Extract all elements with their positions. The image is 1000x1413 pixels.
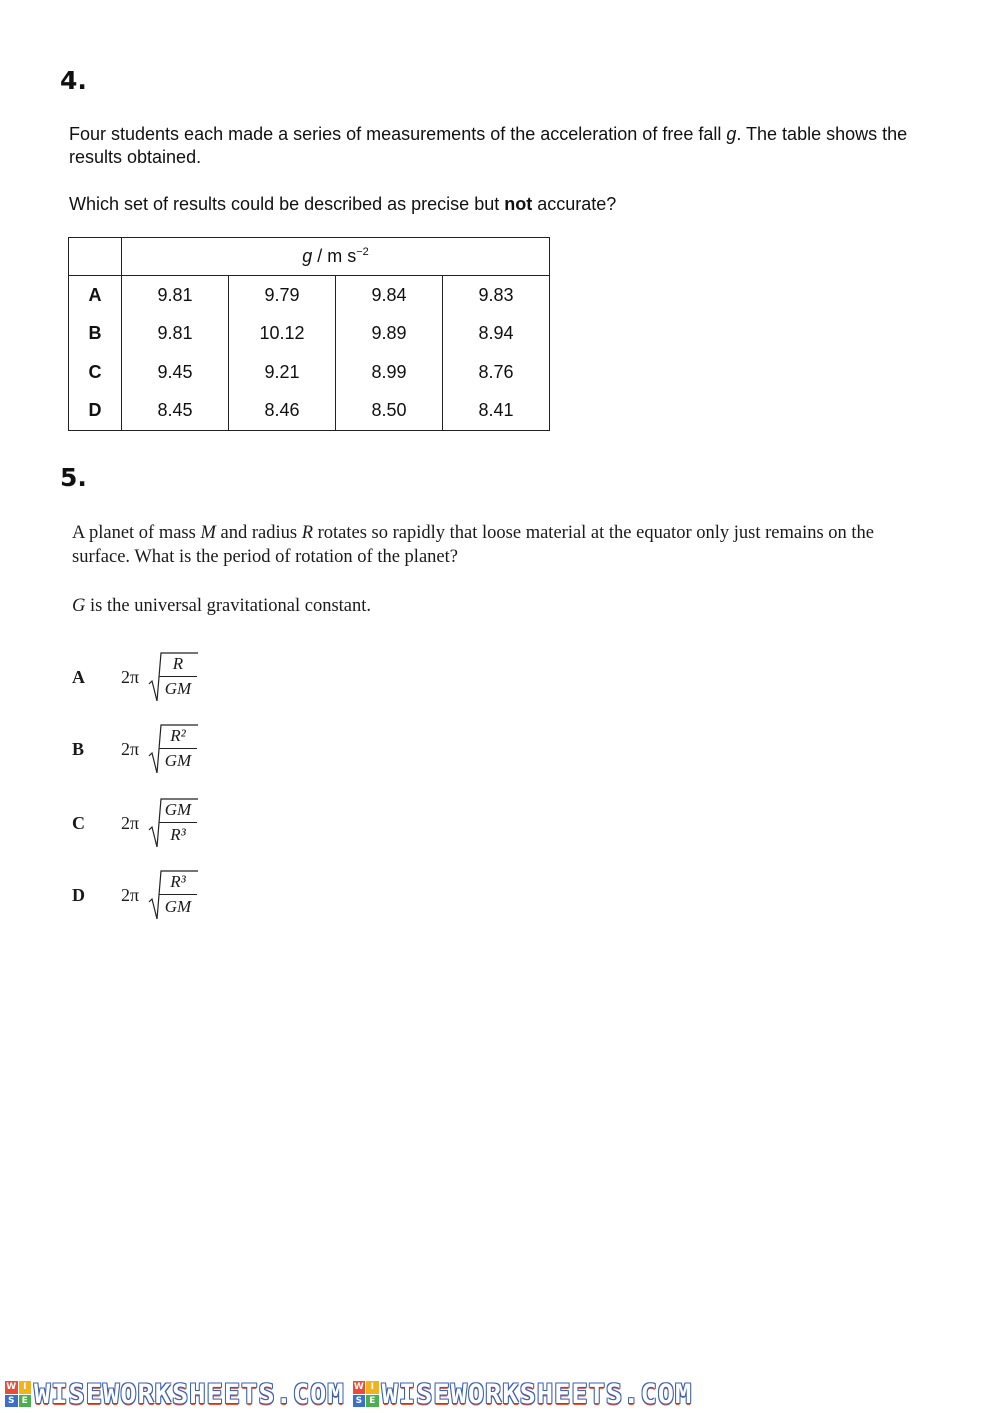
table-cell: 9.89 [336,315,443,354]
option-letter: A [72,667,85,687]
table-cell: 8.99 [336,353,443,392]
fraction-denominator: GM [164,679,192,698]
row-label: B [69,315,122,354]
table-cell: 9.81 [122,315,229,354]
wise-logo-icon: W I S E [353,1381,379,1407]
table-row [69,276,550,315]
answer-option-a[interactable] [72,650,272,706]
table-cell: 9.21 [229,353,336,392]
option-coefficient: 2π [121,885,140,905]
fraction-denominator: GM [164,751,192,770]
table-cell: 9.79 [229,276,336,315]
table-corner-cell [69,238,122,276]
table-row [69,315,550,354]
table-row [69,353,550,392]
table-cell: 9.81 [122,276,229,315]
answer-option-d[interactable] [72,868,272,924]
table-cell: 8.94 [443,315,550,354]
brand-watermark [353,1379,693,1410]
results-table [68,237,550,431]
table-cell: 8.41 [443,392,550,431]
question-4-stem: Four students each made a series of measurements of the acceleration of free fall g. The table shows the results obtained. [69,124,908,167]
fraction-denominator: GM [164,897,192,916]
row-label: C [69,353,122,392]
option-coefficient: 2π [121,667,140,687]
fraction-denominator: R³ [170,825,186,844]
fraction-numerator: R [159,652,197,677]
answer-option-c[interactable] [72,796,272,852]
fraction-numerator: R³ [159,870,197,895]
footer-watermark [0,1375,1000,1413]
table-cell: 10.12 [229,315,336,354]
option-fraction [159,870,197,919]
option-fraction [159,724,197,773]
question-5-stem: A planet of mass M and radius R rotates so rapidly that loose material at the equator only just remains on the surface. What is the period of rotation of the planet? [72,523,875,567]
table-cell: 8.50 [336,392,443,431]
answer-option-b[interactable] [72,722,272,778]
option-fraction [159,652,197,701]
table-cell: 8.45 [122,392,229,431]
table-cell: 9.84 [336,276,443,315]
question-4-number: 4. [60,66,87,95]
question-5-number: 5. [60,463,87,492]
brand-watermark [5,1379,345,1410]
row-label: D [69,392,122,431]
fraction-numerator: R² [159,724,197,749]
table-cell: 9.45 [122,353,229,392]
table-cell: 8.46 [229,392,336,431]
fraction-numerator: GM [159,798,197,823]
option-fraction [159,798,197,847]
question-5-note: G is the universal gravitational constant. [72,596,372,616]
table-header-row [69,238,550,276]
brand-wordmark: WISEWORKSHEETS.COM [381,1378,693,1410]
option-coefficient: 2π [121,739,140,759]
option-coefficient: 2π [121,813,140,833]
brand-wordmark: WISEWORKSHEETS.COM [34,1378,345,1410]
wise-logo-icon: W I S E [5,1381,31,1407]
option-letter: D [72,885,85,905]
row-label: A [69,276,122,315]
table-cell: 8.76 [443,353,550,392]
table-unit-header: g / m $s^{-2}$ [122,238,550,276]
table-row [69,392,550,431]
question-4-prompt: Which set of results could be described as precise but not accurate? [69,194,617,214]
option-letter: C [72,813,85,833]
table-cell: 9.83 [443,276,550,315]
option-letter: B [72,739,85,759]
